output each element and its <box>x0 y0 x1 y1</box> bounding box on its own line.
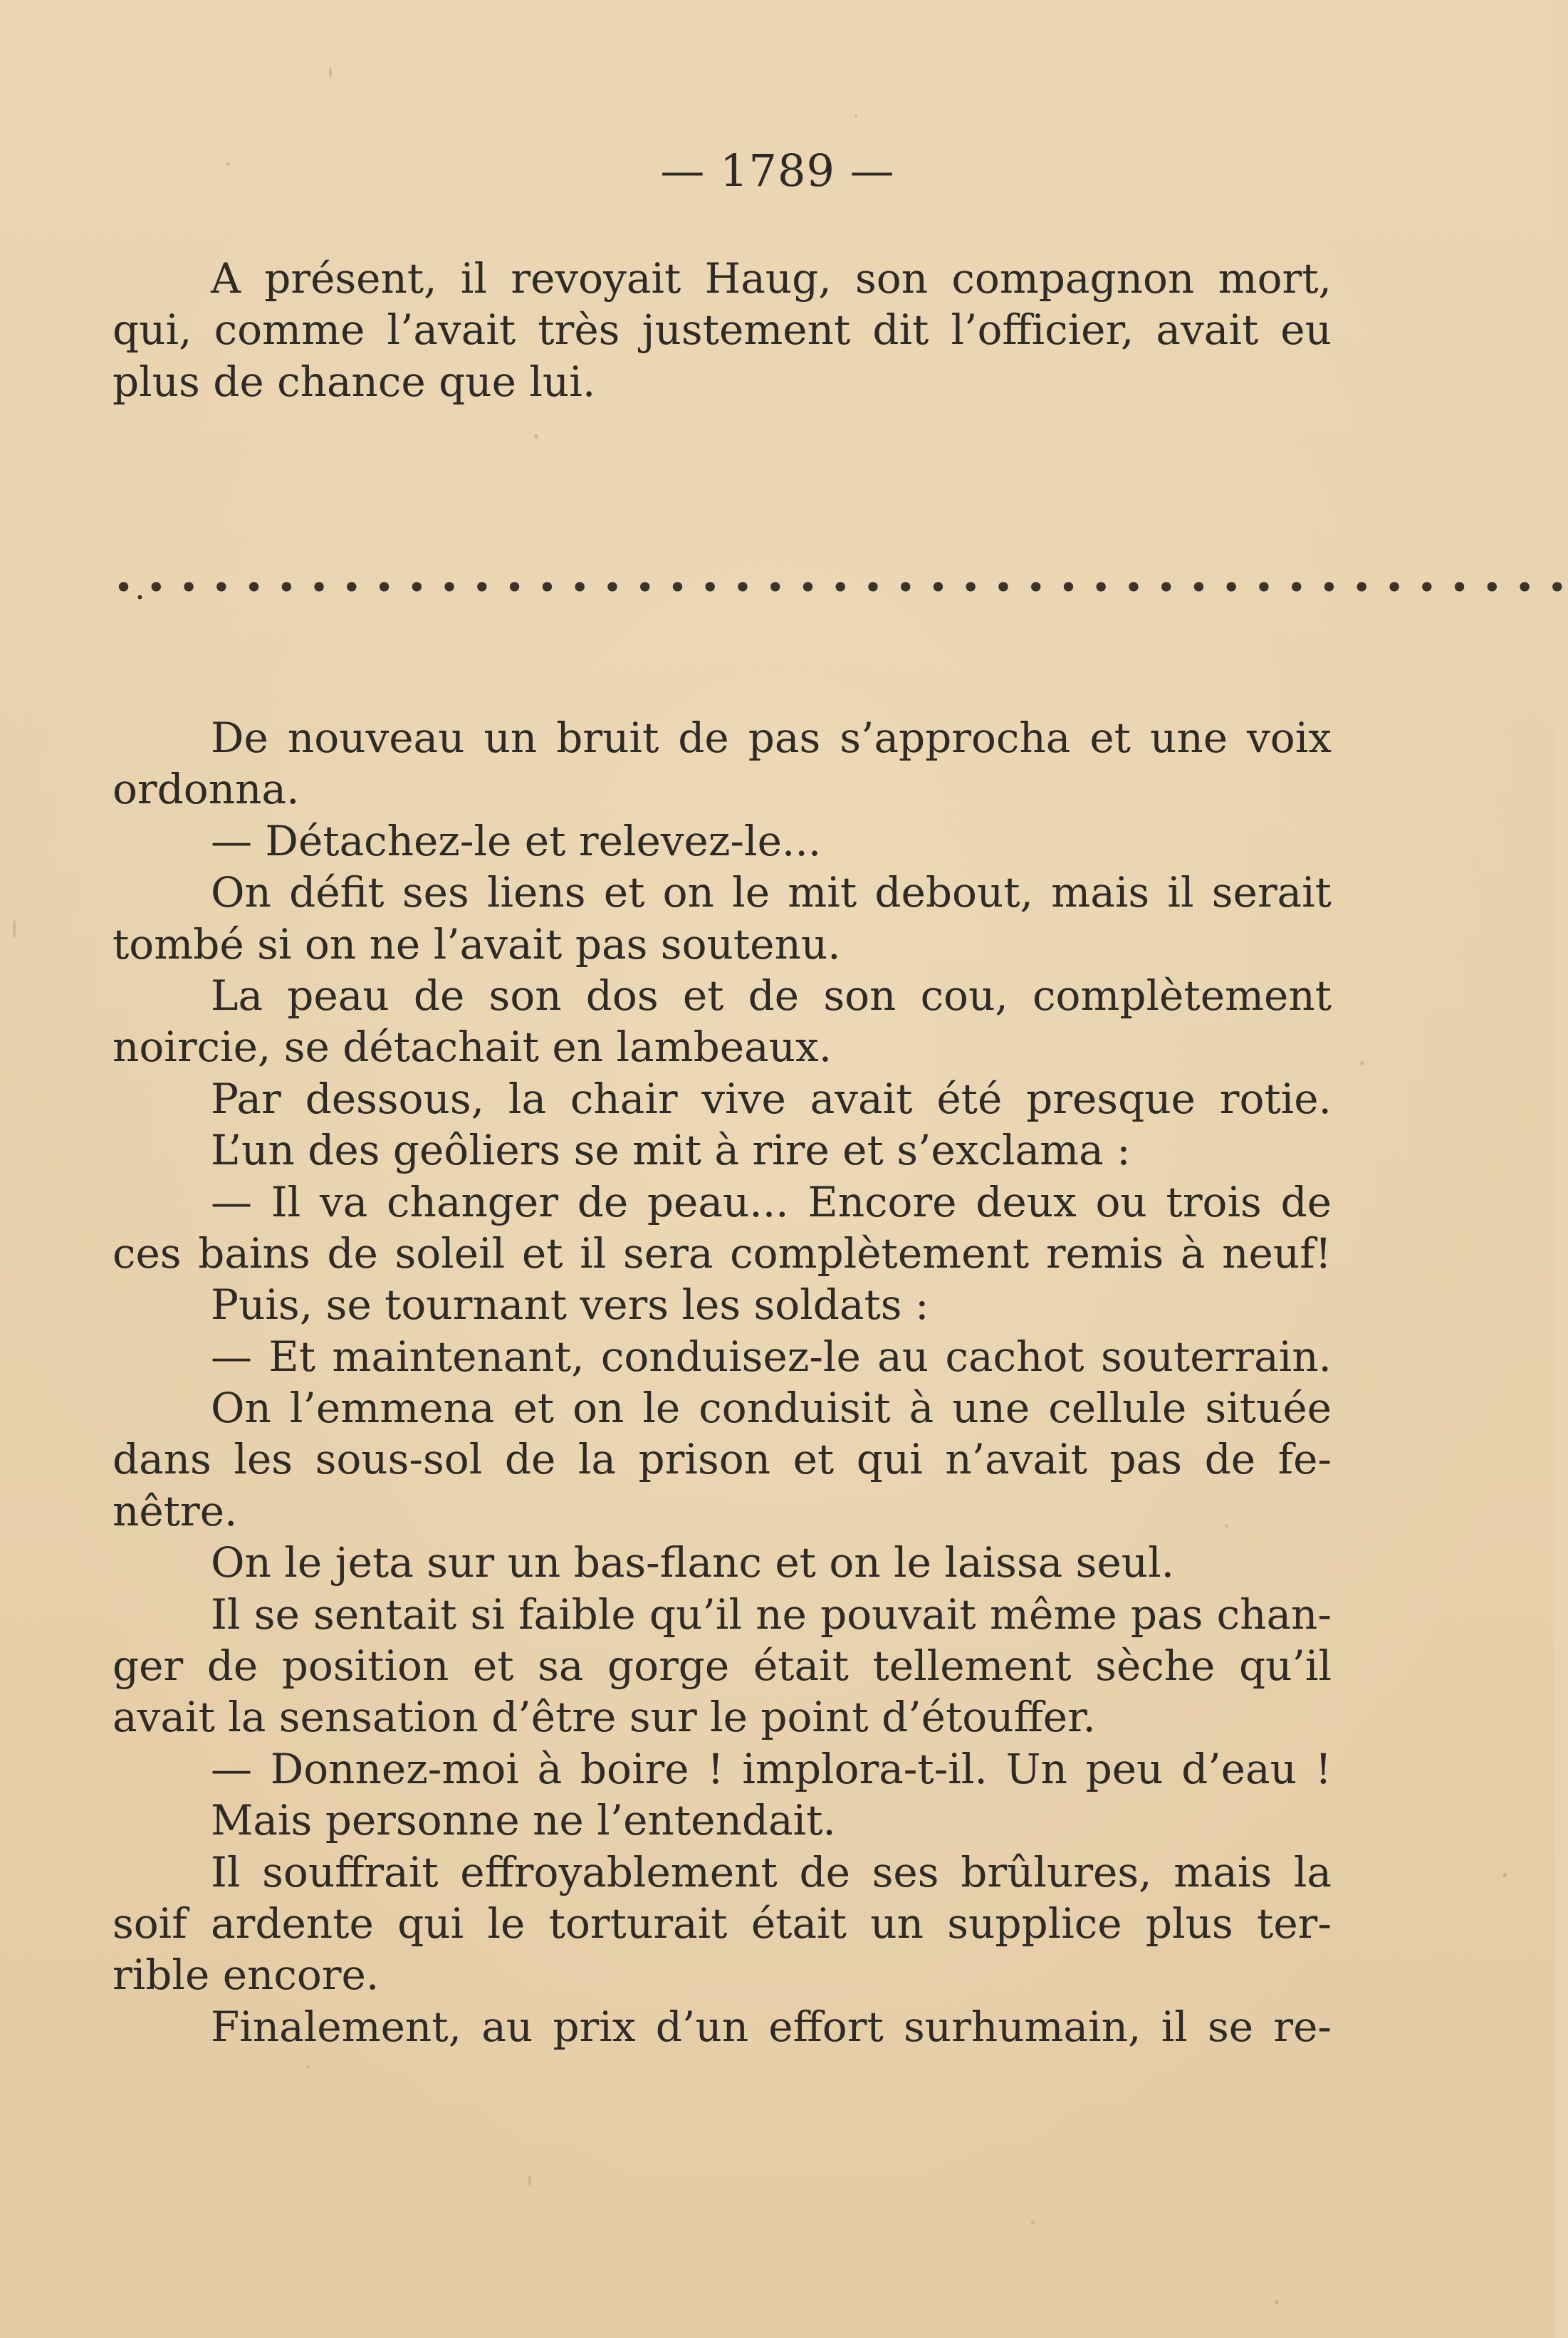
text-line: Finalement, au prix d’un effort surhumain, il se re- <box>211 2002 1332 2051</box>
text-line: noircie, se détachait en lambeaux. <box>113 1023 832 1072</box>
text-line: On défit ses liens et on le mit debout, mais il serait <box>211 868 1332 917</box>
text-line: avait la sensation d’être sur le point d’étouffer. <box>113 1693 1096 1742</box>
paper-speck <box>854 114 857 117</box>
section-separator: •.• • • • • • • • • • • • • • • • • • • • • • • • • • • • • • • • • • • • • • • • • • • • <box>114 568 1568 607</box>
text-line: On le jeta sur un bas-flanc et on le laissa seul. <box>211 1538 1175 1587</box>
text-line: rible encore. <box>113 1951 380 2000</box>
paper-speck <box>13 919 16 939</box>
paper-speck <box>329 68 332 78</box>
paper-speck <box>534 434 538 439</box>
text-line: L’un des geôliers se mit à rire et s’exclama : <box>211 1126 1131 1175</box>
paper-speck <box>1360 1061 1364 1065</box>
paper-speck <box>1275 2300 1279 2305</box>
paper-speck <box>1502 1873 1507 1877</box>
text-line: On l’emmena et on le conduisit à une cellule située <box>211 1384 1332 1433</box>
text-line: ger de position et sa gorge était tellement sèche qu’il <box>113 1642 1332 1691</box>
text-line: A présent, il revoyait Haug, son compagnon mort, <box>211 254 1332 303</box>
text-block-main <box>113 712 1332 2052</box>
paper-speck <box>1031 2220 1035 2224</box>
paper-speck <box>306 2065 309 2068</box>
text-line: dans les sous-sol de la prison et qui n’avait pas de fe- <box>113 1435 1332 1484</box>
text-line: De nouveau un bruit de pas s’approcha et une voix <box>211 714 1332 762</box>
text-line: — Il va changer de peau... Encore deux ou trois de <box>211 1177 1332 1226</box>
text-line: nêtre. <box>113 1486 238 1535</box>
text-block-top <box>113 253 1332 407</box>
page-number: — 1789 — <box>660 145 895 197</box>
text-line: — Et maintenant, conduisez-le au cachot souterrain. <box>211 1332 1332 1381</box>
text-line: Puis, se tournant vers les soldats : <box>211 1280 929 1330</box>
text-line: tombé si on ne l’avait pas soutenu. <box>113 919 841 969</box>
paper-speck <box>528 2176 531 2186</box>
text-line: qui, comme l’avait très justement dit l’officier, avait eu <box>113 306 1332 355</box>
text-line: La peau de son dos et de son cou, complètement <box>211 971 1332 1020</box>
text-line: Il souffrait effroyablement de ses brûlures, mais la <box>211 1847 1332 1896</box>
text-line: — Donnez-moi à boire ! implora-t-il. Un peu d’eau ! <box>211 1744 1332 1793</box>
text-line: — Détachez-le et relevez-le... <box>211 816 822 865</box>
text-line: soif ardente qui le torturait était un supplice plus ter- <box>113 1899 1332 1948</box>
text-line: plus de chance que lui. <box>113 357 596 406</box>
text-line: ordonna. <box>113 765 300 814</box>
text-line: ces bains de soleil et il sera complètement remis à neuf! <box>113 1228 1332 1278</box>
text-line: Il se sentait si faible qu’il ne pouvait même pas chan- <box>211 1590 1332 1639</box>
text-line: Par dessous, la chair vive avait été presque rotie. <box>211 1074 1332 1123</box>
text-line: Mais personne ne l’entendait. <box>211 1796 836 1845</box>
